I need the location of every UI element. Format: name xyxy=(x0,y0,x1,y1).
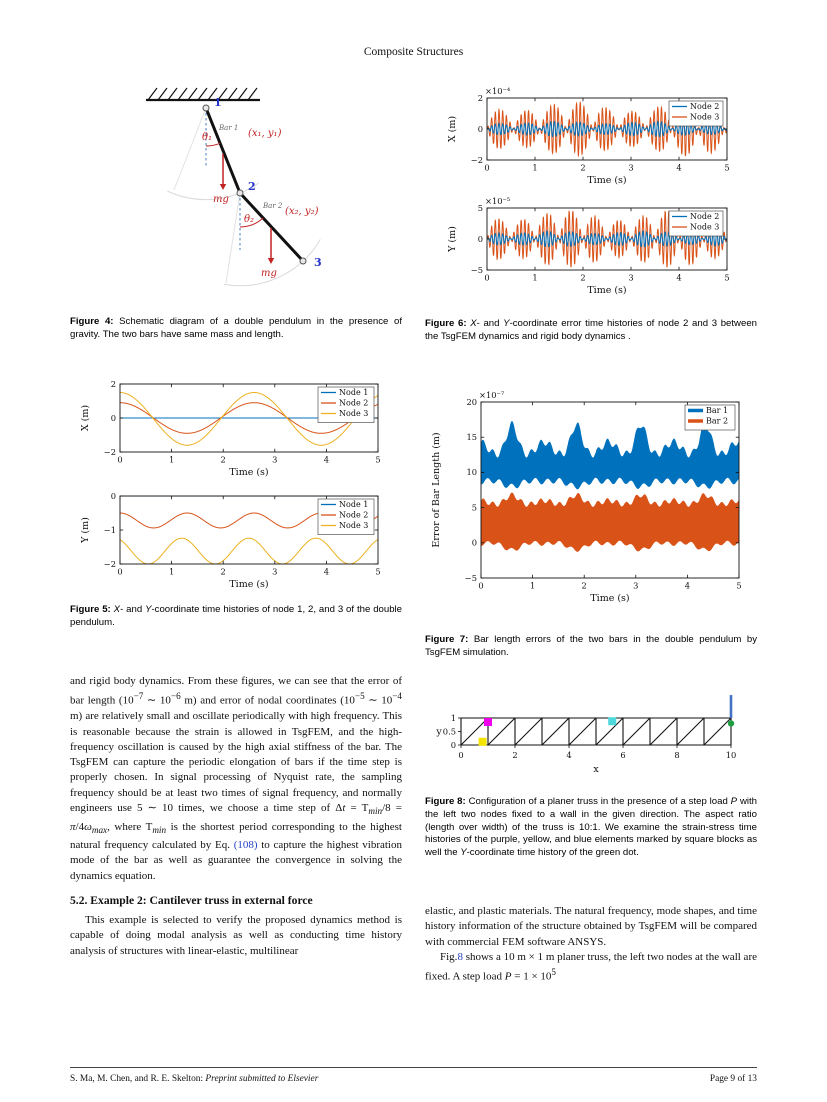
svg-text:15: 15 xyxy=(466,432,477,442)
figure6-x-error-plot xyxy=(441,84,741,194)
figure-4-label: Figure 4: xyxy=(70,316,114,327)
svg-text:×10⁻⁷: ×10⁻⁷ xyxy=(479,390,505,400)
svg-text:(x₂, y₂): (x₂, y₂) xyxy=(285,206,319,217)
svg-text:y: y xyxy=(436,726,442,738)
footer-page-number: Page 9 of 13 xyxy=(709,1074,757,1084)
svg-text:1: 1 xyxy=(168,566,175,577)
figure-8-block xyxy=(425,688,757,792)
svg-text:Time (s): Time (s) xyxy=(590,593,630,604)
footer-authors: S. Ma, M. Chen, and R. E. Skelton: xyxy=(70,1074,204,1084)
ceiling-hatch xyxy=(146,88,260,100)
svg-text:2: 2 xyxy=(512,750,518,760)
svg-text:Node 1: Node 1 xyxy=(339,500,369,510)
right-column xyxy=(425,0,757,1102)
svg-text:2: 2 xyxy=(220,454,226,465)
left-column xyxy=(70,0,402,1102)
figure-8-caption-text: Configuration of a planer truss in the presence of a step load P with the left two nodes fixed to a wall in the given direction. The aspect ratio (length over width) of the truss is 10:1. We examine the strain-stress time histories of the purple, yellow, and blue elements marked by square blocks as well the Y-coordinate time history of the green dot. xyxy=(425,796,758,859)
svg-text:X (m): X (m) xyxy=(80,404,91,432)
figure5-x-coordinate-plot xyxy=(72,372,394,484)
figure-6-caption-text: X- and Y-coordinate error time histories of node 2 and 3 between the TsgFEM dynamics and rigid body dynamics . xyxy=(425,318,757,342)
figure-5-block xyxy=(70,372,402,596)
svg-text:Bar 2: Bar 2 xyxy=(706,416,729,426)
svg-text:1: 1 xyxy=(214,96,222,109)
svg-text:Node 2: Node 2 xyxy=(690,212,720,222)
svg-text:4: 4 xyxy=(323,566,330,577)
svg-text:−2: −2 xyxy=(470,154,483,165)
svg-text:θ₁: θ₁ xyxy=(202,132,213,143)
svg-text:3: 3 xyxy=(272,566,278,577)
svg-text:×10⁻⁵: ×10⁻⁵ xyxy=(485,196,511,206)
svg-text:0: 0 xyxy=(110,490,116,501)
node-2 xyxy=(237,190,243,196)
paragraph: and rigid body dynamics. From these figures, we can see that the error of bar length ($10^{-7}$ ∼ $10^{-6}$ m) and error of nodal coordinates ($10^{-5}$ ∼ $10^{-4}$ m) are relatively small and oscillate periodically with high frequency. This is reasonable because the strain is allowed in TsgFEM, and the high-frequency oscillation is caused by the high axial stiffness of the bar. The TsgFEM can capture the periodic elongation of bars if the time step is properly chosen. In signal processing of Nyquist rate, the sampling frequency should be at least two times of signal frequency, and normally engineers use 5 ∼ 10 times, we choose a time step of $\Delta t = T_{min}/8 = \pi/4\omega_{max}$, where $T_{min}$ is the shortest period corresponding to the highest natural frequency calculated by Eq. (108) to capture the highest vibration mode of the bar as well as guarantee the convergence in solving the dynamics equation. xyxy=(70,675,403,882)
svg-text:Node 3: Node 3 xyxy=(339,409,369,419)
svg-text:1: 1 xyxy=(529,580,536,591)
svg-text:5: 5 xyxy=(471,502,477,513)
svg-text:×10⁻⁴: ×10⁻⁴ xyxy=(485,86,511,96)
paragraph: This example is selected to verify the proposed dynamics method is capable of doing modal analysis as well as conducting time history analysis of structures with linear-elastic, multilinear xyxy=(70,914,402,957)
svg-text:2: 2 xyxy=(110,378,116,389)
svg-text:−5: −5 xyxy=(470,264,483,275)
svg-text:5: 5 xyxy=(477,202,483,213)
svg-text:0: 0 xyxy=(484,162,490,173)
svg-text:Y (m): Y (m) xyxy=(447,226,458,252)
svg-text:0: 0 xyxy=(471,537,477,548)
right-body-text xyxy=(425,904,757,985)
figure7-bar-length-error-plot xyxy=(425,384,755,626)
svg-text:10: 10 xyxy=(466,467,477,478)
svg-text:θ₂: θ₂ xyxy=(244,214,255,225)
svg-text:2: 2 xyxy=(580,162,586,173)
marker-yellow-element xyxy=(479,738,487,746)
svg-text:0: 0 xyxy=(110,412,116,423)
svg-text:Node 3: Node 3 xyxy=(339,521,369,531)
svg-text:−2: −2 xyxy=(103,446,116,457)
svg-text:10: 10 xyxy=(725,750,737,760)
figure4-double-pendulum-diagram xyxy=(88,78,388,310)
series-node-3 xyxy=(120,538,378,564)
legend xyxy=(318,387,374,423)
svg-text:2: 2 xyxy=(580,272,586,283)
svg-text:Node 1: Node 1 xyxy=(339,388,369,398)
svg-text:5: 5 xyxy=(736,580,742,591)
svg-text:Bar 1: Bar 1 xyxy=(219,124,239,132)
svg-text:Time (s): Time (s) xyxy=(229,467,269,478)
left-body-text xyxy=(70,674,402,959)
journal-running-head: Composite Structures xyxy=(363,46,464,58)
svg-text:Node 3: Node 3 xyxy=(690,222,720,232)
page-footer xyxy=(70,1074,757,1084)
svg-text:2: 2 xyxy=(248,180,256,193)
svg-text:0: 0 xyxy=(117,454,123,465)
figure-4-caption-text: Schematic diagram of a double pendulum in the presence of gravity. The two bars have same mass and length. xyxy=(70,316,402,340)
node-3 xyxy=(300,258,306,264)
figure5-y-coordinate-plot xyxy=(72,484,394,596)
svg-text:Error of Bar Length (m): Error of Bar Length (m) xyxy=(431,432,442,548)
svg-text:mg: mg xyxy=(213,194,229,205)
svg-text:2: 2 xyxy=(477,92,483,103)
labels xyxy=(202,96,322,279)
svg-text:2: 2 xyxy=(581,580,587,591)
svg-text:Node 2: Node 2 xyxy=(690,102,720,112)
section-5-2-heading: 5.2. Example 2: Cantilever truss in external force xyxy=(70,893,313,907)
footer-left xyxy=(70,1074,318,1084)
figure-6-block xyxy=(425,84,757,304)
legend xyxy=(669,101,723,126)
svg-text:3: 3 xyxy=(314,256,322,269)
svg-text:Node 2: Node 2 xyxy=(339,510,369,520)
svg-text:1: 1 xyxy=(168,454,175,465)
truss-members xyxy=(461,718,731,745)
svg-text:Time (s): Time (s) xyxy=(229,579,269,590)
svg-text:−1: −1 xyxy=(103,524,116,535)
series-bar-2 xyxy=(481,493,739,552)
svg-text:4: 4 xyxy=(676,272,682,283)
marker-purple-element xyxy=(484,718,492,726)
fig-8-link[interactable]: 8 xyxy=(457,950,463,963)
svg-text:4: 4 xyxy=(684,580,691,591)
svg-text:1: 1 xyxy=(450,712,456,723)
svg-text:5: 5 xyxy=(375,566,381,577)
svg-text:Time (s): Time (s) xyxy=(587,175,627,186)
svg-text:Bar 1: Bar 1 xyxy=(706,406,729,416)
svg-text:3: 3 xyxy=(628,162,634,173)
svg-text:X (m): X (m) xyxy=(447,115,458,143)
figure6-y-error-plot xyxy=(441,194,741,304)
figure-7-block xyxy=(425,384,757,626)
series-bar-1 xyxy=(481,421,739,489)
figure-5-label: Figure 5: xyxy=(70,604,111,615)
svg-text:5: 5 xyxy=(724,272,730,283)
legend xyxy=(318,499,374,535)
svg-text:0: 0 xyxy=(477,233,483,244)
svg-text:0: 0 xyxy=(117,566,123,577)
figure8-truss-configuration-diagram xyxy=(425,688,755,792)
svg-text:0: 0 xyxy=(458,750,464,760)
svg-text:−5: −5 xyxy=(464,572,477,583)
svg-text:5: 5 xyxy=(375,454,381,465)
footer-note: Preprint submitted to Elsevier xyxy=(205,1074,319,1084)
svg-text:1: 1 xyxy=(532,162,538,173)
eq-108-link[interactable]: (108) xyxy=(233,839,258,851)
svg-text:(x₁, y₁): (x₁, y₁) xyxy=(248,128,282,139)
svg-text:3: 3 xyxy=(628,272,634,283)
svg-text:mg: mg xyxy=(261,268,277,279)
svg-text:3: 3 xyxy=(633,580,639,591)
svg-text:5: 5 xyxy=(724,162,730,173)
svg-text:−2: −2 xyxy=(103,558,116,569)
svg-text:1: 1 xyxy=(532,272,538,283)
marker-blue-element xyxy=(608,717,616,725)
figure-4-caption xyxy=(70,316,402,342)
footer-rule xyxy=(70,1067,757,1068)
svg-text:6: 6 xyxy=(620,750,626,760)
svg-text:4: 4 xyxy=(676,162,682,173)
svg-text:Y (m): Y (m) xyxy=(80,517,91,543)
figure-5-caption-text: X- and Y-coordinate time histories of node 1, 2, and 3 of the double pendulum. xyxy=(70,604,403,628)
svg-text:4: 4 xyxy=(323,454,330,465)
figure-8-label: Figure 8: xyxy=(425,796,466,807)
svg-text:0: 0 xyxy=(477,123,483,134)
figure-5-caption xyxy=(70,604,402,630)
figure-4-block xyxy=(70,78,402,310)
plot-series xyxy=(481,421,739,552)
node-1 xyxy=(203,105,209,111)
legend xyxy=(685,405,735,430)
figure-7-caption-text: Bar length errors of the two bars in the double pendulum by TsgFEM simulation. xyxy=(425,634,757,658)
svg-text:3: 3 xyxy=(272,454,278,465)
svg-text:20: 20 xyxy=(466,396,477,407)
figure-8-caption xyxy=(425,796,757,860)
truss-markers xyxy=(479,695,735,746)
svg-text:Node 2: Node 2 xyxy=(339,398,369,408)
marker-green-dot xyxy=(728,720,734,726)
svg-text:Bar 2: Bar 2 xyxy=(263,202,283,210)
svg-text:0: 0 xyxy=(450,739,456,750)
legend xyxy=(669,211,723,236)
svg-text:Node 3: Node 3 xyxy=(690,112,720,122)
svg-text:0: 0 xyxy=(478,580,484,591)
paragraph: Fig.8 shows a 10 m × 1 m planer truss, the left two nodes at the wall are fixed. A step load $P = 1 \times 10^5$ xyxy=(425,950,757,983)
svg-text:x: x xyxy=(593,764,599,775)
svg-text:0: 0 xyxy=(484,272,490,283)
figure-6-label: Figure 6: xyxy=(425,318,467,329)
svg-text:0.5: 0.5 xyxy=(442,726,456,737)
svg-text:2: 2 xyxy=(220,566,226,577)
svg-text:4: 4 xyxy=(566,750,572,760)
svg-text:Time (s): Time (s) xyxy=(587,285,627,296)
figure-6-caption xyxy=(425,318,757,344)
paragraph: elastic, and plastic materials. The natural frequency, mode shapes, and time history information of the structure obtained by TsgFEM will be compared with commercial FEM software ANSYS. xyxy=(425,905,757,948)
figure-7-caption xyxy=(425,634,757,660)
figure-7-label: Figure 7: xyxy=(425,634,469,645)
svg-text:8: 8 xyxy=(674,750,680,760)
